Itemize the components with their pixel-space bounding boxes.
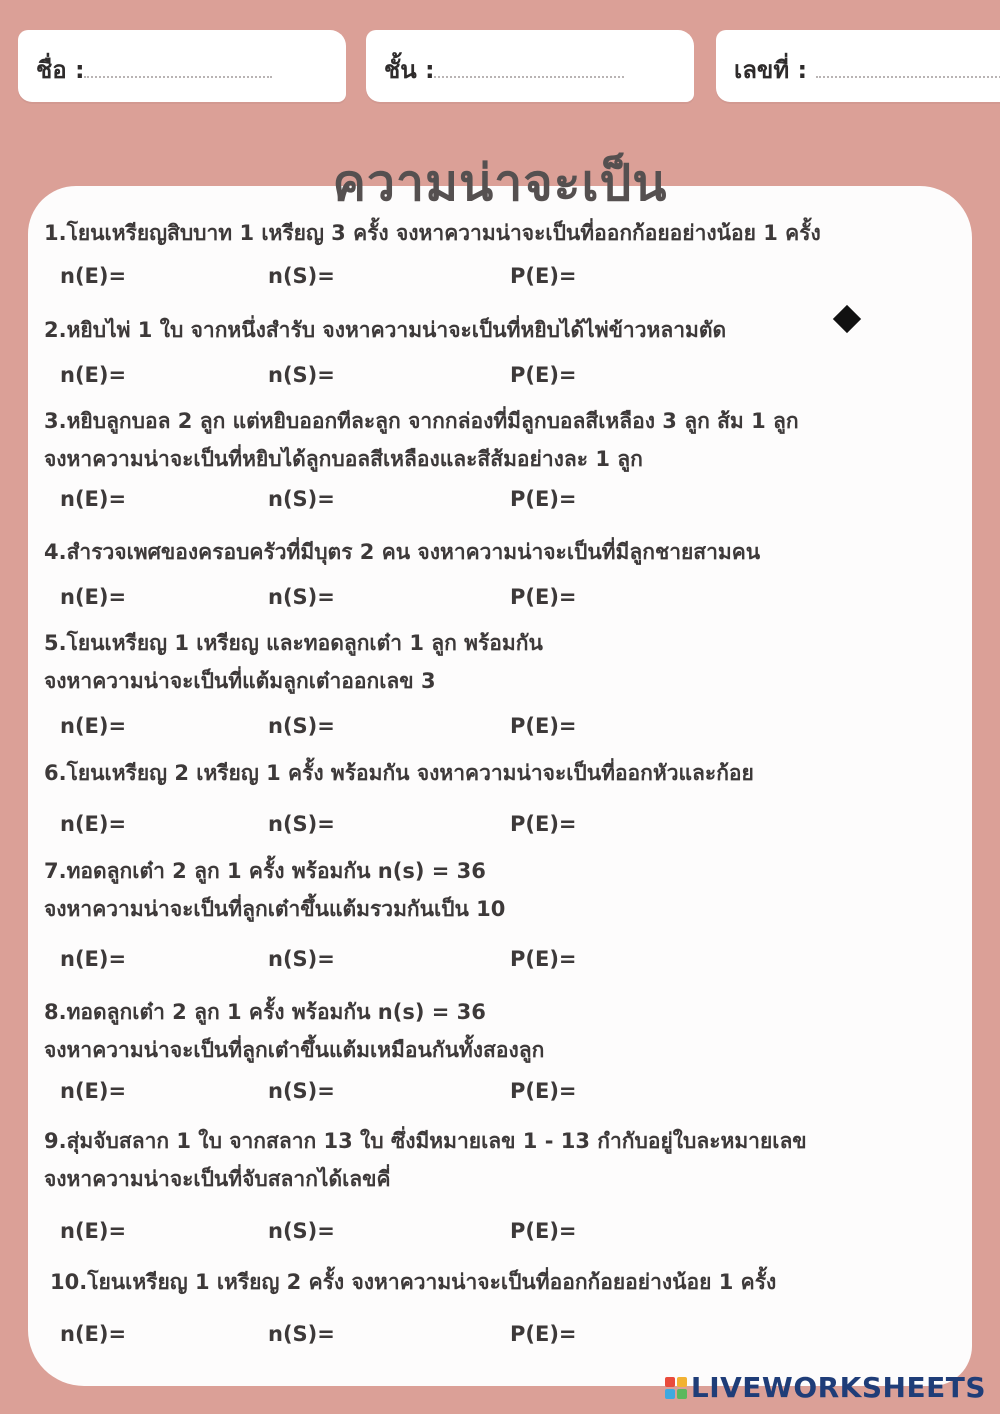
ne-label[interactable]: n(E)= [60,585,127,609]
ns-label[interactable]: n(S)= [268,1322,335,1346]
question-4 [44,533,954,571]
ns-label[interactable]: n(S)= [268,363,335,387]
ne-label[interactable]: n(E)= [60,1322,127,1346]
logo-icon [665,1377,687,1399]
class-box [366,30,694,102]
question-line: 1.โยนเหรียญสิบบาท 1 เหรียญ 3 ครั้ง จงหาความน่าจะเป็นที่ออกก้อยอย่างน้อย 1 ครั้ง [44,221,821,245]
brand-text: LIVEWORKSHEETS [690,1371,986,1404]
question-line: 9.สุ่มจับสลาก 1 ใบ จากสลาก 13 ใบ ซึ่งมีหมายเลข 1 - 13 กำกับอยู่ใบละหมายเลข [44,1129,807,1153]
pe-label[interactable]: P(E)= [510,1079,577,1103]
ns-label[interactable]: n(S)= [268,1219,335,1243]
question-line: จงหาความน่าจะเป็นที่หยิบได้ลูกบอลสีเหลืองและสีส้มอย่างละ 1 ลูก [44,447,643,471]
number-line[interactable] [816,76,1000,78]
question-3 [44,402,954,478]
question-5 [44,624,954,700]
pe-label[interactable]: P(E)= [510,812,577,836]
ne-label[interactable]: n(E)= [60,947,127,971]
class-label: ชั้น : [384,56,435,84]
question-10 [50,1263,960,1301]
ns-label[interactable]: n(S)= [268,1079,335,1103]
question-line: 10.โยนเหรียญ 1 เหรียญ 2 ครั้ง จงหาความน่าจะเป็นที่ออกก้อยอย่างน้อย 1 ครั้ง [50,1270,777,1294]
number-label: เลขที่ : [734,56,808,84]
ne-label[interactable]: n(E)= [60,363,127,387]
question-line: จงหาความน่าจะเป็นที่แต้มลูกเต๋าออกเลข 3 [44,669,436,693]
question-9 [44,1122,954,1198]
question-line: 3.หยิบลูกบอล 2 ลูก แต่หยิบออกทีละลูก จากกล่องที่มีลูกบอลสีเหลือง 3 ลูก ส้ม 1 ลูก [44,409,799,433]
question-line: 5.โยนเหรียญ 1 เหรียญ และทอดลูกเต๋า 1 ลูก พร้อมกัน [44,631,543,655]
pe-label[interactable]: P(E)= [510,947,577,971]
name-line[interactable] [84,76,272,78]
ne-label[interactable]: n(E)= [60,1219,127,1243]
ne-label[interactable]: n(E)= [60,487,127,511]
ne-label[interactable]: n(E)= [60,714,127,738]
ne-label[interactable]: n(E)= [60,264,127,288]
question-line: จงหาความน่าจะเป็นที่ลูกเต๋าขึ้นแต้มรวมกันเป็น 10 [44,897,506,921]
pe-label[interactable]: P(E)= [510,585,577,609]
ne-label[interactable]: n(E)= [60,1079,127,1103]
pe-label[interactable]: P(E)= [510,1219,577,1243]
pe-label[interactable]: P(E)= [510,1322,577,1346]
ns-label[interactable]: n(S)= [268,947,335,971]
page-title: ความน่าจะเป็น [332,154,668,212]
ns-label[interactable]: n(S)= [268,714,335,738]
question-8 [44,993,954,1069]
pe-label[interactable]: P(E)= [510,363,577,387]
question-line: 8.ทอดลูกเต๋า 2 ลูก 1 ครั้ง พร้อมกัน n(s) = 36 [44,1000,486,1024]
question-line: จงหาความน่าจะเป็นที่ลูกเต๋าขึ้นแต้มเหมือนกันทั้งสองลูก [44,1038,545,1062]
liveworksheets-logo[interactable] [665,1371,986,1404]
name-box [18,30,346,102]
question-7 [44,852,954,928]
question-line: 6.โยนเหรียญ 2 เหรียญ 1 ครั้ง พร้อมกัน จงหาความน่าจะเป็นที่ออกหัวและก้อย [44,761,754,785]
question-line: 2.หยิบไพ่ 1 ใบ จากหนึ่งสำรับ จงหาความน่าจะเป็นที่หยิบได้ไพ่ข้าวหลามตัด [44,318,727,342]
question-line: 4.สำรวจเพศของครอบครัวที่มีบุตร 2 คน จงหาความน่าจะเป็นที่มีลูกชายสามคน [44,540,761,564]
ns-label[interactable]: n(S)= [268,487,335,511]
ns-label[interactable]: n(S)= [268,264,335,288]
ns-label[interactable]: n(S)= [268,585,335,609]
number-box [716,30,1000,102]
ne-label[interactable]: n(E)= [60,812,127,836]
pe-label[interactable]: P(E)= [510,264,577,288]
class-line[interactable] [434,76,624,78]
pe-label[interactable]: P(E)= [510,714,577,738]
question-line: 7.ทอดลูกเต๋า 2 ลูก 1 ครั้ง พร้อมกัน n(s) = 36 [44,859,486,883]
pe-label[interactable]: P(E)= [510,487,577,511]
question-line: จงหาความน่าจะเป็นที่จับสลากได้เลขคี่ [44,1167,391,1191]
question-2 [44,311,954,349]
question-6 [44,754,954,792]
ns-label[interactable]: n(S)= [268,812,335,836]
name-label: ชื่อ : [36,56,85,84]
